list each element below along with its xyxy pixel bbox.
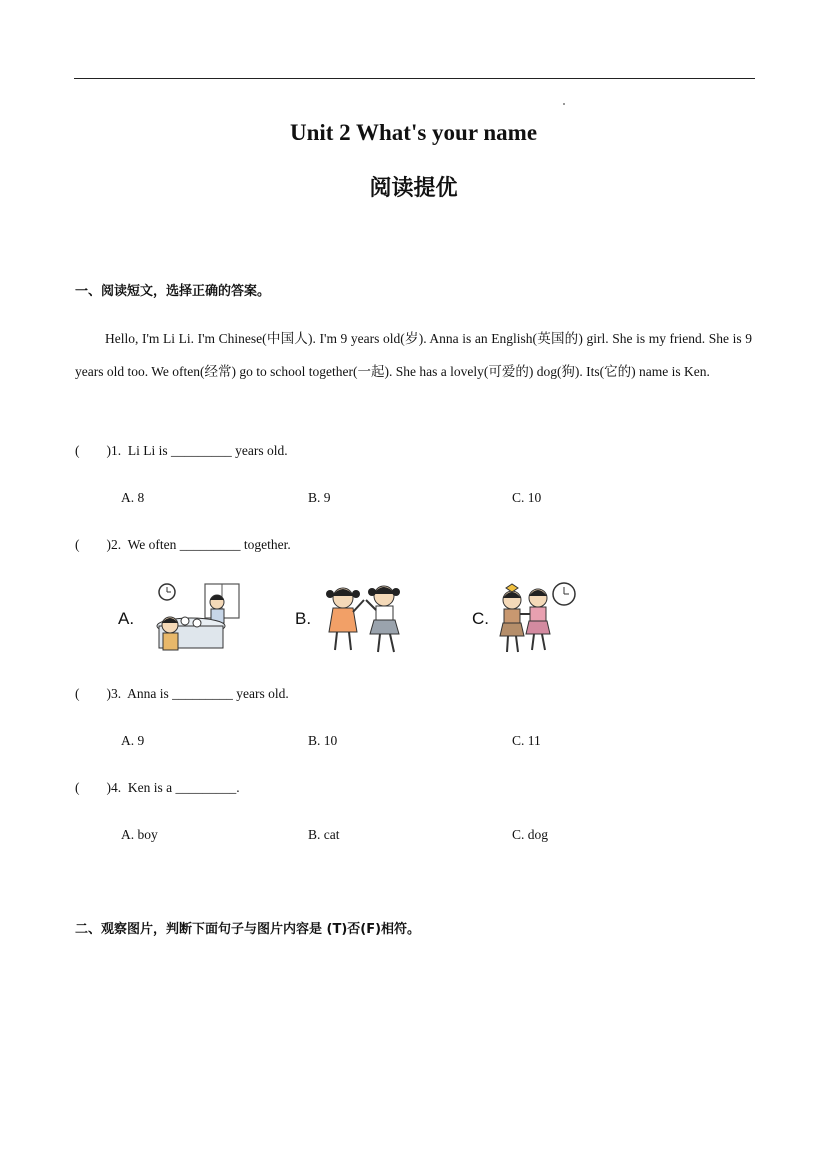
question-1: ( )1. Li Li is _________ years old. — [75, 443, 288, 458]
header-rule — [74, 78, 755, 79]
q3-option-b: B. 10 — [308, 733, 338, 748]
stray-mark — [563, 103, 565, 105]
q2-picture-c-school — [498, 580, 580, 658]
q2-label-b: B. — [295, 609, 312, 628]
question-2: ( )2. We often _________ together. — [75, 537, 291, 552]
q2-picture-a-dining — [143, 580, 243, 658]
page-subtitle: 阅读提优 — [369, 176, 458, 201]
question-3: ( )3. Anna is _________ years old. — [75, 686, 289, 701]
q1-option-c: C. 10 — [512, 490, 542, 505]
page-title: Unit 2 What's your name — [289, 120, 538, 145]
q1-option-a: A. 8 — [121, 490, 145, 505]
section1-heading: 一、阅读短文，选择正确的答案。 — [75, 284, 271, 299]
q2-label-a: A. — [118, 609, 135, 628]
q3-option-a: A. 9 — [121, 733, 145, 748]
q4-option-c: C. dog — [512, 827, 549, 842]
q2-picture-b-greeting — [320, 580, 412, 658]
q3-option-c: C. 11 — [512, 733, 541, 748]
q1-option-b: B. 9 — [308, 490, 331, 505]
reading-passage: Hello, I'm Li Li. I'm Chinese(中国人). I'm 9 years old(岁). Anna is an English(英国的) girl. She is my friend. She is 9 years old too. We often(经常) go to school together(一起). She has a lovely(可爱的) dog(狗). Its(它的) name is Ken. — [75, 331, 752, 379]
q2-label-c: C. — [472, 609, 489, 628]
question-4: ( )4. Ken is a _________. — [75, 780, 240, 795]
section2-heading: 二、观察图片，判断下面句子与图片内容是 (T)否(F)相符。 — [75, 922, 421, 937]
q4-option-a: A. boy — [121, 827, 158, 842]
q4-option-b: B. cat — [308, 827, 340, 842]
